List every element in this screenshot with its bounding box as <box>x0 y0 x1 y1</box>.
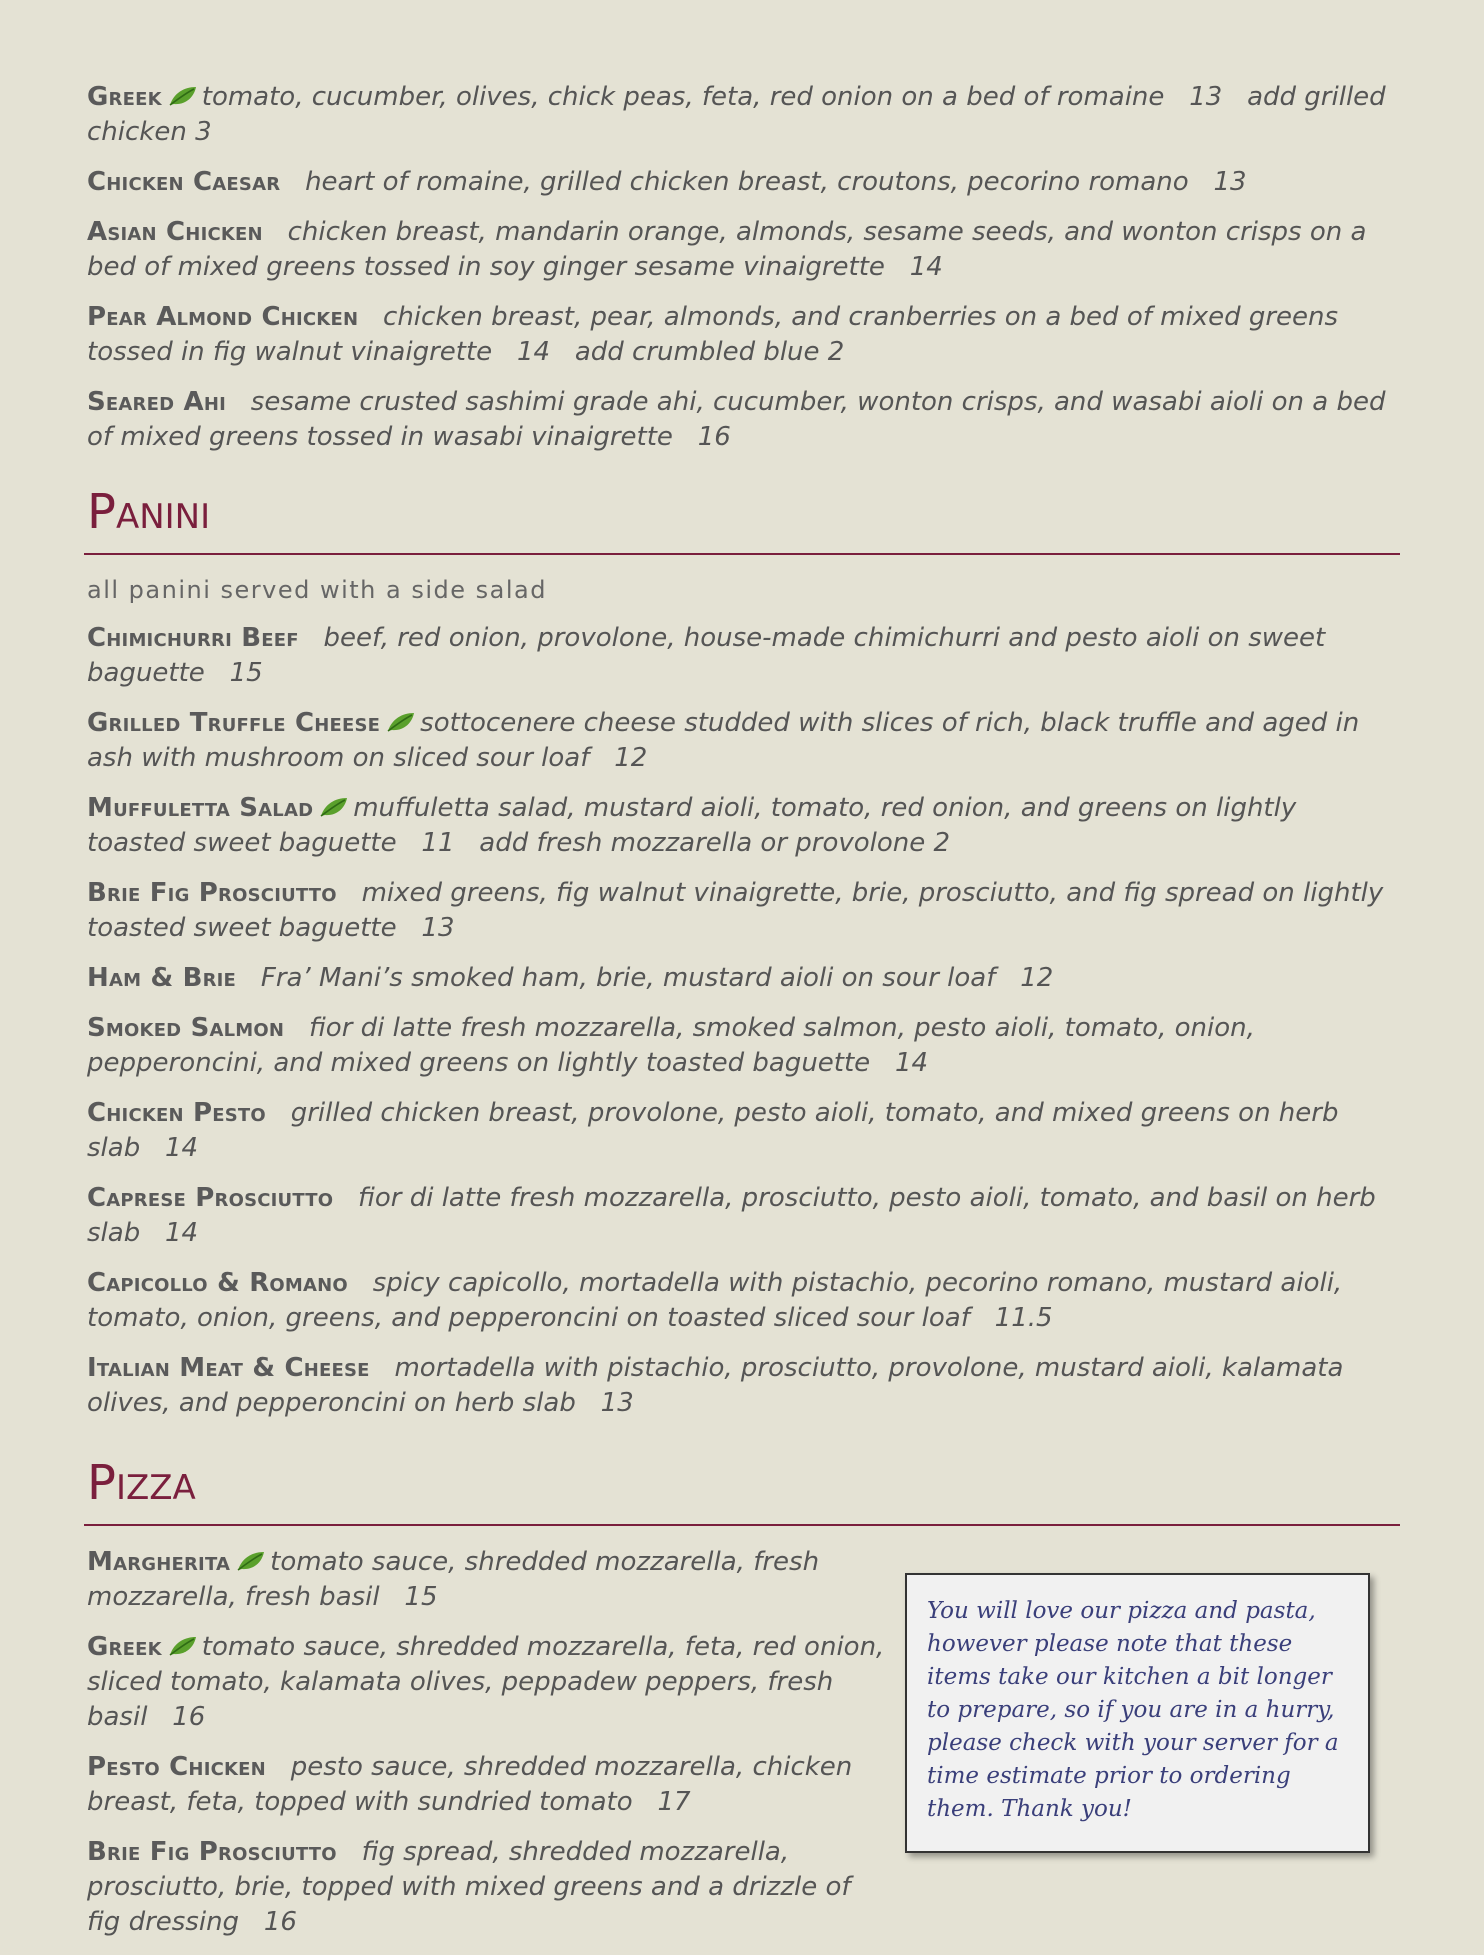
item-price: 15 <box>404 1582 438 1612</box>
item-description: fior di latte fresh mozzarella, smoked salmon, pesto aioli, tomato, onion, pepperoncini, and mixed greens on lightly toasted baguette <box>87 1013 1255 1078</box>
item-name: Pesto Chicken <box>87 1752 266 1782</box>
leaf-icon <box>319 796 349 818</box>
menu-item <box>87 1545 887 1615</box>
item-name: Caprese Prosciutto <box>87 1183 334 1213</box>
item-price: 14 <box>165 1133 199 1163</box>
menu-item <box>87 1266 1400 1336</box>
menu-item <box>87 80 1400 150</box>
item-price: 12 <box>614 743 648 773</box>
item-description: fig spread, shredded mozzarella, prosciutto, brie, topped with mixed greens and a drizzle of fig dressing <box>87 1837 851 1937</box>
menu-item <box>87 1096 1400 1166</box>
item-price: 13 <box>1213 167 1247 197</box>
item-name: Chicken Caesar <box>87 167 281 197</box>
item-name: Seared Ahi <box>87 387 226 417</box>
panini-list <box>87 621 1400 1421</box>
panini-note: all panini served with a side salad <box>87 576 547 604</box>
item-price: 14 <box>894 1048 929 1078</box>
item-description: mixed greens, fig walnut vinaigrette, brie, prosciutto, and fig spread on lightly toasted sweet baguette <box>87 878 1384 943</box>
item-name: Grilled Truffle Cheese <box>87 708 381 738</box>
item-description: tomato sauce, shredded mozzarella, feta, red onion, sliced tomato, kalamata olives, peppadew peppers, fresh basil <box>87 1632 885 1732</box>
menu-item <box>87 1181 1400 1251</box>
menu-item <box>87 1750 887 1820</box>
pizza-notice-box: You will love our pizza and pasta, however please note that these items take our kitchen a bit longer to prepare, so if you are in a hurry, please check with your server for a time estimate prior to ordering them. Thank you! <box>905 1573 1370 1853</box>
leaf-icon <box>236 1550 266 1572</box>
item-name: Chicken Pesto <box>87 1098 266 1128</box>
salad-list <box>87 80 1400 455</box>
item-price: 16 <box>263 1907 297 1937</box>
item-description: Fra’ Mani’s smoked ham, brie, mustard aioli on sour loaf <box>260 963 996 993</box>
section-divider <box>84 553 1400 555</box>
item-price: 12 <box>1020 963 1054 993</box>
item-description: sesame crusted sashimi grade ahi, cucumber, wonton crisps, and wasabi aioli on a bed of mixed greens tossed in wasabi vinaigrette <box>87 387 1386 452</box>
menu-item <box>87 791 1400 861</box>
item-description: beef, red onion, provolone, house-made chimichurri and pesto aioli on sweet baguette <box>87 623 1326 688</box>
item-addon: add grilled chicken 3 <box>87 82 1386 147</box>
item-name: Margherita <box>87 1547 231 1577</box>
menu-item <box>87 1351 1400 1421</box>
item-name: Pear Almond Chicken <box>87 302 359 332</box>
menu-item <box>87 876 1400 946</box>
leaf-icon <box>386 711 416 733</box>
leaf-icon <box>168 85 198 107</box>
section-title-panini: Panini <box>87 484 211 540</box>
pizza-list <box>87 1545 887 1940</box>
item-name: Brie Fig Prosciutto <box>87 878 337 908</box>
item-name: Brie Fig Prosciutto <box>87 1837 337 1867</box>
item-price: 13 <box>600 1388 634 1418</box>
menu-item <box>87 961 1400 996</box>
menu-item <box>87 1630 887 1735</box>
item-price: 13 <box>1189 82 1223 112</box>
menu-item <box>87 385 1400 455</box>
item-addon: add fresh mozzarella or provolone 2 <box>479 828 951 858</box>
item-addon: add crumbled blue 2 <box>574 337 845 367</box>
menu-item <box>87 706 1400 776</box>
item-description: fior di latte fresh mozzarella, prosciutto, pesto aioli, tomato, and basil on herb slab <box>87 1183 1376 1248</box>
item-name: Asian Chicken <box>87 217 263 247</box>
menu-item <box>87 300 1400 370</box>
item-name: Capicollo & Romano <box>87 1268 348 1298</box>
item-name: Greek <box>87 82 162 112</box>
menu-item <box>87 1835 887 1940</box>
item-price: 15 <box>229 658 263 688</box>
section-divider <box>84 1524 1400 1526</box>
leaf-icon <box>168 1635 198 1657</box>
item-price: 17 <box>657 1787 691 1817</box>
item-description: tomato, cucumber, olives, chick peas, feta, red onion on a bed of romaine <box>201 82 1165 112</box>
item-name: Italian Meat & Cheese <box>87 1353 370 1383</box>
item-price: 13 <box>421 913 455 943</box>
item-price: 14 <box>909 252 943 282</box>
item-price: 14 <box>516 337 551 367</box>
item-description: tomato sauce, shredded mozzarella, fresh mozzarella, fresh basil <box>87 1547 820 1612</box>
section-title-pizza: Pizza <box>87 1455 196 1511</box>
item-description: mortadella with pistachio, prosciutto, provolone, mustard aioli, kalamata olives, and pepperoncini on herb slab <box>87 1353 1344 1418</box>
menu-item <box>87 165 1400 200</box>
item-price: 14 <box>165 1218 199 1248</box>
item-name: Ham & Brie <box>87 963 237 993</box>
item-price: 11 <box>421 828 455 858</box>
item-description: chicken breast, mandarin orange, almonds, sesame seeds, and wonton crisps on a bed of mixed greens tossed in soy ginger sesame vinaigrette <box>87 217 1367 282</box>
item-description: spicy capicollo, mortadella with pistachio, pecorino romano, mustard aioli, tomato, onion, greens, and pepperoncini on toasted sliced sour loaf <box>87 1268 1343 1333</box>
item-name: Greek <box>87 1632 162 1662</box>
item-price: 16 <box>172 1702 206 1732</box>
item-description: heart of romaine, grilled chicken breast, croutons, pecorino romano <box>305 167 1189 197</box>
item-price: 11.5 <box>994 1303 1053 1333</box>
item-name: Chimichurri Beef <box>87 623 299 653</box>
item-description: grilled chicken breast, provolone, pesto aioli, tomato, and mixed greens on herb slab <box>87 1098 1339 1163</box>
item-description: chicken breast, pear, almonds, and cranberries on a bed of mixed greens tossed in fig walnut vinaigrette <box>87 302 1339 367</box>
item-description: muffuletta salad, mustard aioli, tomato, red onion, and greens on lightly toasted sweet baguette <box>87 793 1297 858</box>
item-name: Smoked Salmon <box>87 1013 285 1043</box>
menu-item <box>87 215 1400 285</box>
menu-item <box>87 1011 1400 1081</box>
menu-page <box>87 80 1400 1955</box>
item-price: 16 <box>697 422 731 452</box>
pizza-section <box>87 1545 1400 1940</box>
item-name: Muffuletta Salad <box>87 793 314 823</box>
menu-item <box>87 621 1400 691</box>
item-description: sottocenere cheese studded with slices of rich, black truffle and aged in ash with mushroom on sliced sour loaf <box>87 708 1360 773</box>
item-description: pesto sauce, shredded mozzarella, chicken breast, feta, topped with sundried tomato <box>87 1752 853 1817</box>
